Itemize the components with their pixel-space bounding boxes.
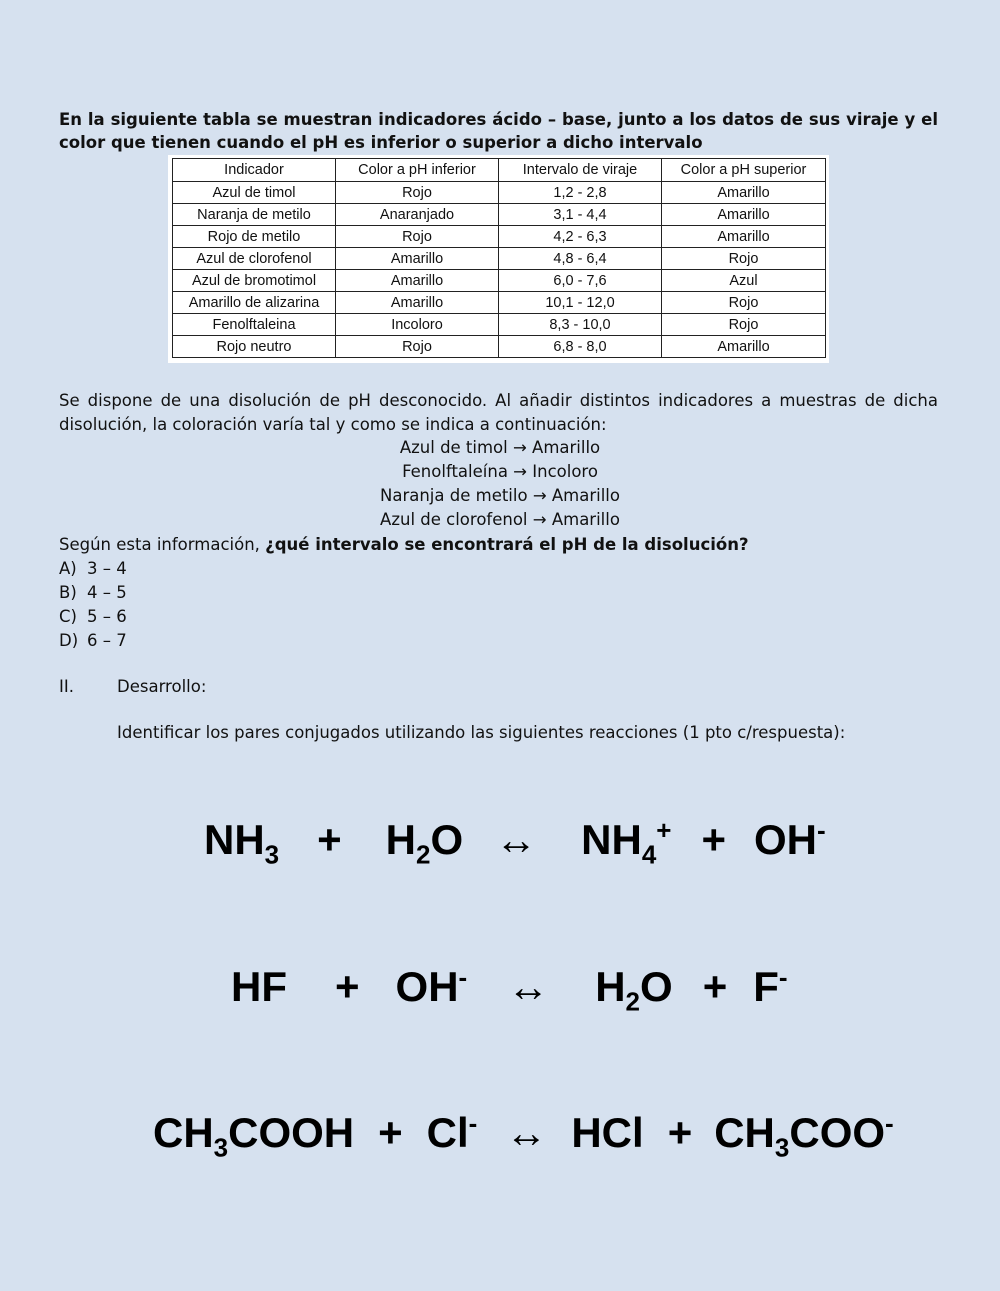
cell: Azul	[662, 270, 826, 292]
section-number: II.	[59, 677, 74, 696]
equation-2	[231, 962, 788, 1017]
cell: Azul de clorofenol	[173, 248, 336, 270]
cell: 8,3 - 10,0	[499, 314, 662, 336]
cell: Rojo	[662, 292, 826, 314]
cell: Fenolftaleina	[173, 314, 336, 336]
option-text: 5 – 6	[87, 607, 127, 626]
header-color-superior: Color a pH superior	[662, 159, 826, 182]
cell: Amarillo de alizarina	[173, 292, 336, 314]
cell: 4,8 - 6,4	[499, 248, 662, 270]
eq2-plus-2: +	[702, 963, 728, 1010]
eq1-arrow: ↔	[495, 816, 538, 863]
question-prefix: Según esta información,	[59, 535, 266, 554]
cell: 3,1 - 4,4	[499, 204, 662, 226]
cell: Anaranjado	[336, 204, 499, 226]
cell: Rojo	[336, 336, 499, 358]
equation-1	[204, 815, 826, 870]
cell: Amarillo	[662, 226, 826, 248]
eq3-reactant-a: $CH_3COOH$	[153, 1109, 355, 1163]
cell: Amarillo	[336, 292, 499, 314]
option-letter: D)	[59, 631, 79, 650]
cell: Incoloro	[336, 314, 499, 336]
section-heading	[59, 675, 206, 699]
eq3-product-d: $CH_3COO^-$	[714, 1108, 894, 1163]
option-letter: B)	[59, 583, 77, 602]
cell: 6,8 - 8,0	[499, 336, 662, 358]
table-row	[173, 226, 826, 248]
eq1-reactant-b: $H_2O$	[385, 816, 464, 870]
cell: 1,2 - 2,8	[499, 182, 662, 204]
cell: Azul de timol	[173, 182, 336, 204]
eq2-product-c: $H_2O$	[595, 963, 673, 1017]
cell: Amarillo	[662, 336, 826, 358]
eq2-reactant-a: HF	[231, 963, 287, 1010]
option-c[interactable]	[59, 605, 127, 629]
eq1-product-c: $NH_4^+$	[581, 815, 672, 870]
eq3-plus: +	[378, 1109, 403, 1156]
eq1-reactant-a: $NH_3$	[204, 816, 280, 870]
section-title: Desarrollo:	[117, 677, 207, 696]
cell: Rojo	[662, 248, 826, 270]
header-intervalo: Intervalo de viraje	[499, 159, 662, 182]
eq3-reactant-b: Cl-	[426, 1108, 478, 1156]
indicator-table	[172, 158, 826, 358]
cell: Amarillo	[336, 270, 499, 292]
indicator-table-container	[168, 155, 829, 363]
eq1-product-d: OH-	[754, 815, 826, 863]
eq1-plus-2: +	[701, 816, 727, 863]
eq3-product-c: HCl	[571, 1109, 644, 1156]
table-row	[173, 182, 826, 204]
instruction-text: Identificar los pares conjugados utilizando las siguientes reacciones (1 pto c/respuesta):	[117, 723, 846, 742]
intro-paragraph: En la siguiente tabla se muestran indicadores ácido – base, junto a los datos de sus viraje y el color que tienen cuando el pH es inferior o superior a dicho intervalo	[59, 110, 938, 152]
cell: 10,1 - 12,0	[499, 292, 662, 314]
cell: Azul de bromotimol	[173, 270, 336, 292]
option-text: 3 – 4	[87, 559, 127, 578]
eq2-arrow: ↔	[507, 963, 550, 1010]
table-row	[173, 270, 826, 292]
cell: Rojo	[336, 182, 499, 204]
observation-list	[0, 436, 1000, 532]
question-bold: ¿qué intervalo se encontrará el pH de la disolución?	[265, 535, 749, 554]
table-row	[173, 292, 826, 314]
option-letter: A)	[59, 559, 77, 578]
eq3-plus-2: +	[667, 1109, 693, 1156]
option-text: 4 – 5	[87, 583, 127, 602]
cell: Rojo neutro	[173, 336, 336, 358]
table-header-row	[173, 159, 826, 182]
option-letter: C)	[59, 607, 77, 626]
cell: Rojo	[336, 226, 499, 248]
option-b[interactable]	[59, 581, 127, 605]
eq2-plus: +	[335, 963, 360, 1010]
eq2-product-d: F-	[753, 962, 788, 1010]
table-row	[173, 336, 826, 358]
question	[59, 533, 939, 557]
answer-options	[59, 557, 127, 653]
observation-item: Azul de clorofenol → Amarillo	[380, 510, 620, 529]
header-indicador: Indicador	[173, 159, 336, 182]
observation-item: Azul de timol → Amarillo	[399, 438, 601, 457]
table-row	[173, 204, 826, 226]
cell: 4,2 - 6,3	[499, 226, 662, 248]
eq3-arrow: ↔	[505, 1109, 548, 1156]
cell: Naranja de metilo	[173, 204, 336, 226]
cell: Amarillo	[336, 248, 499, 270]
observation-item: Fenolftaleína → Incoloro	[402, 462, 598, 481]
header-color-inferior: Color a pH inferior	[336, 159, 499, 182]
eq2-reactant-b: OH-	[395, 962, 468, 1010]
cell: Rojo de metilo	[173, 226, 336, 248]
cell: Rojo	[662, 314, 826, 336]
eq1-plus: +	[317, 816, 342, 863]
option-d[interactable]	[59, 629, 127, 653]
table-row	[173, 248, 826, 270]
cell: Amarillo	[662, 182, 826, 204]
problem-paragraph: Se dispone de una disolución de pH desconocido. Al añadir distintos indicadores a muestras de dicha disolución, la coloración varía tal y como se indica a continuación:	[59, 391, 938, 434]
table-row	[173, 314, 826, 336]
observation-item: Naranja de metilo → Amarillo	[380, 486, 620, 505]
equation-3	[153, 1108, 894, 1163]
option-text: 6 – 7	[87, 631, 127, 650]
cell: Amarillo	[662, 204, 826, 226]
cell: 6,0 - 7,6	[499, 270, 662, 292]
option-a[interactable]	[59, 557, 127, 581]
